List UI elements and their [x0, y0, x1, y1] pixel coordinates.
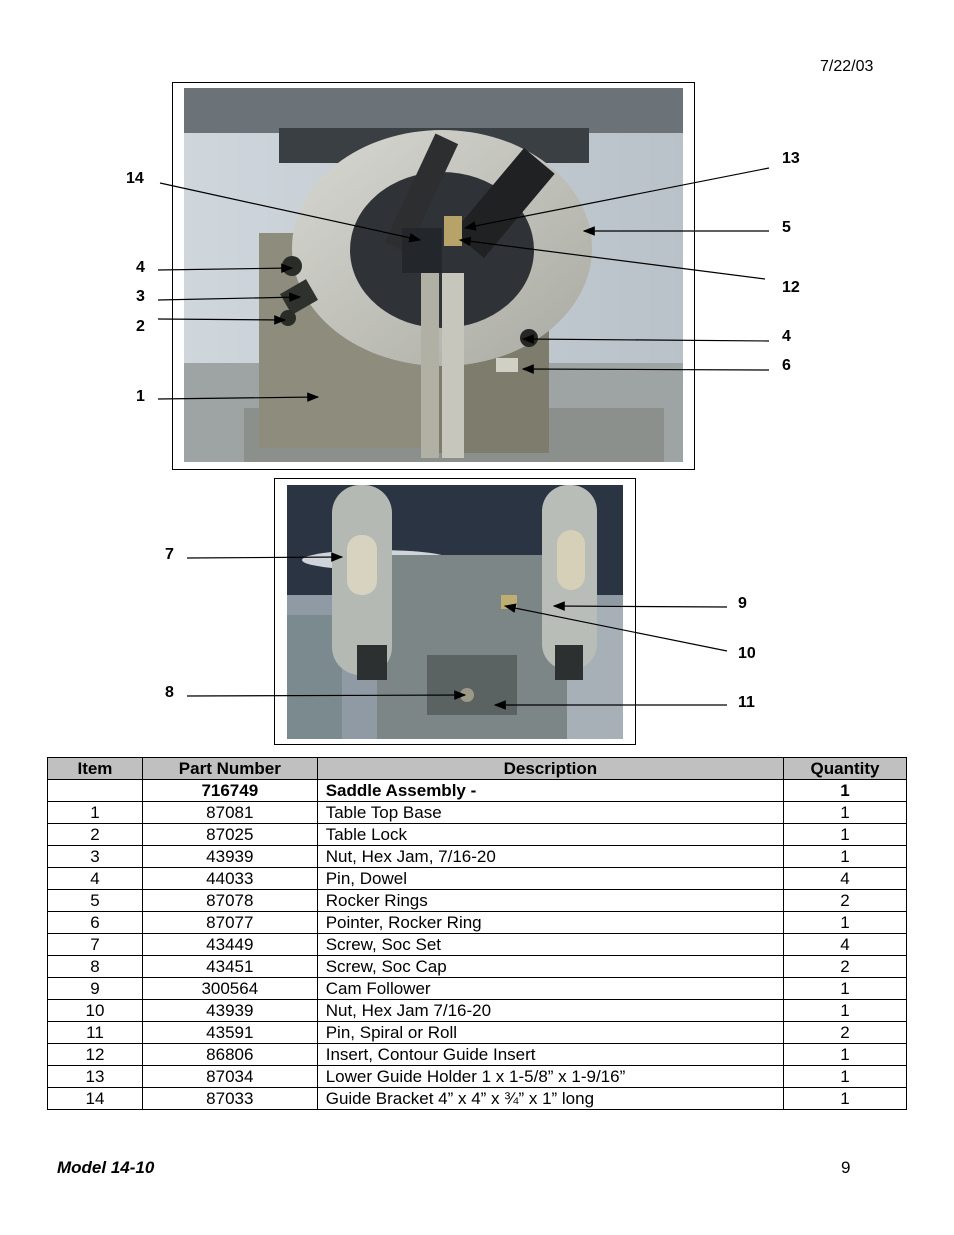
cell-part-number: 86806	[142, 1044, 317, 1066]
cell-part-number: 43449	[142, 934, 317, 956]
header-part-number: Part Number	[142, 758, 317, 780]
callout-11: 11	[738, 694, 755, 711]
cell-quantity: 1	[784, 1044, 907, 1066]
cell-quantity: 4	[784, 868, 907, 890]
cell-quantity: 2	[784, 1022, 907, 1044]
cell-part-number: 43939	[142, 846, 317, 868]
cell-part-number: 716749	[142, 780, 317, 802]
cell-part-number: 44033	[142, 868, 317, 890]
cell-part-number: 87025	[142, 824, 317, 846]
cell-quantity: 1	[784, 1066, 907, 1088]
table-row	[48, 802, 907, 824]
cell-description: Nut, Hex Jam, 7/16-20	[317, 846, 783, 868]
cell-description: Guide Bracket 4” x 4” x ¾” x 1” long	[317, 1088, 783, 1110]
table-row	[48, 846, 907, 868]
cell-part-number: 87081	[142, 802, 317, 824]
callout-10: 10	[738, 645, 756, 662]
cell-description: Lower Guide Holder 1 x 1-5/8” x 1-9/16”	[317, 1066, 783, 1088]
cell-quantity: 1	[784, 802, 907, 824]
table-header-row	[48, 758, 907, 780]
cell-description: Screw, Soc Set	[317, 934, 783, 956]
cell-item: 14	[48, 1088, 143, 1110]
cell-item: 2	[48, 824, 143, 846]
table-row	[48, 1022, 907, 1044]
cell-quantity: 1	[784, 846, 907, 868]
cell-item: 11	[48, 1022, 143, 1044]
cell-item: 1	[48, 802, 143, 824]
callout-6: 6	[782, 357, 791, 374]
callout-9: 9	[738, 595, 747, 612]
cell-item: 5	[48, 890, 143, 912]
leader-4a	[158, 268, 292, 270]
cell-item: 9	[48, 978, 143, 1000]
callout-4-left: 4	[136, 259, 145, 276]
cell-quantity: 1	[784, 1088, 907, 1110]
callout-14: 14	[126, 170, 144, 187]
table-row	[48, 1066, 907, 1088]
leader-7	[187, 557, 342, 558]
leader-14	[160, 183, 420, 240]
callout-2: 2	[136, 318, 145, 335]
cell-item: 3	[48, 846, 143, 868]
cell-quantity: 1	[784, 824, 907, 846]
callout-5: 5	[782, 219, 791, 236]
cell-quantity: 1	[784, 912, 907, 934]
header-description: Description	[317, 758, 783, 780]
cell-part-number: 87078	[142, 890, 317, 912]
cell-description: Pointer, Rocker Ring	[317, 912, 783, 934]
cell-description: Insert, Contour Guide Insert	[317, 1044, 783, 1066]
table-row	[48, 1044, 907, 1066]
cell-part-number: 87077	[142, 912, 317, 934]
callout-12: 12	[782, 279, 800, 296]
cell-quantity: 2	[784, 956, 907, 978]
cell-item: 10	[48, 1000, 143, 1022]
header-item: Item	[48, 758, 143, 780]
table-row	[48, 934, 907, 956]
cell-item	[48, 780, 143, 802]
leader-4b	[523, 339, 769, 341]
cell-description: Cam Follower	[317, 978, 783, 1000]
table-row	[48, 1088, 907, 1110]
cell-quantity: 1	[784, 780, 907, 802]
cell-quantity: 1	[784, 1000, 907, 1022]
cell-description: Saddle Assembly -	[317, 780, 783, 802]
callout-3: 3	[136, 288, 145, 305]
callout-8: 8	[165, 684, 174, 701]
cell-quantity: 1	[784, 978, 907, 1000]
table-row	[48, 956, 907, 978]
leader-8	[187, 695, 465, 696]
cell-part-number: 87033	[142, 1088, 317, 1110]
cell-description: Rocker Rings	[317, 890, 783, 912]
cell-item: 6	[48, 912, 143, 934]
parts-table	[47, 757, 907, 1110]
leader-13	[465, 168, 769, 228]
cell-part-number: 87034	[142, 1066, 317, 1088]
cell-quantity: 2	[784, 890, 907, 912]
callout-1: 1	[136, 388, 145, 405]
table-row	[48, 978, 907, 1000]
assembly-row	[48, 780, 907, 802]
callout-13: 13	[782, 150, 800, 167]
page-date: 7/22/03	[820, 58, 874, 75]
callout-7: 7	[165, 546, 174, 563]
cell-part-number: 300564	[142, 978, 317, 1000]
cell-part-number: 43939	[142, 1000, 317, 1022]
leader-9	[554, 606, 727, 607]
cell-item: 12	[48, 1044, 143, 1066]
cell-description: Table Lock	[317, 824, 783, 846]
table-row	[48, 1000, 907, 1022]
cell-description: Pin, Spiral or Roll	[317, 1022, 783, 1044]
cell-part-number: 43451	[142, 956, 317, 978]
cell-quantity: 4	[784, 934, 907, 956]
leader-3	[158, 297, 300, 300]
cell-description: Table Top Base	[317, 802, 783, 824]
table-row	[48, 912, 907, 934]
leader-6	[523, 369, 769, 370]
footer-model: Model 14-10	[57, 1158, 155, 1177]
header-quantity: Quantity	[784, 758, 907, 780]
cell-part-number: 43591	[142, 1022, 317, 1044]
table-row	[48, 890, 907, 912]
leader-12	[460, 240, 765, 279]
cell-description: Pin, Dowel	[317, 868, 783, 890]
cell-item: 8	[48, 956, 143, 978]
cell-item: 7	[48, 934, 143, 956]
callout-4-right: 4	[782, 328, 791, 345]
footer-page-number: 9	[841, 1158, 851, 1177]
table-row	[48, 824, 907, 846]
cell-description: Screw, Soc Cap	[317, 956, 783, 978]
cell-item: 4	[48, 868, 143, 890]
leader-1	[158, 397, 318, 399]
cell-description: Nut, Hex Jam 7/16-20	[317, 1000, 783, 1022]
leader-10	[505, 606, 727, 651]
leader-2	[158, 319, 285, 320]
cell-item: 13	[48, 1066, 143, 1088]
table-row	[48, 868, 907, 890]
